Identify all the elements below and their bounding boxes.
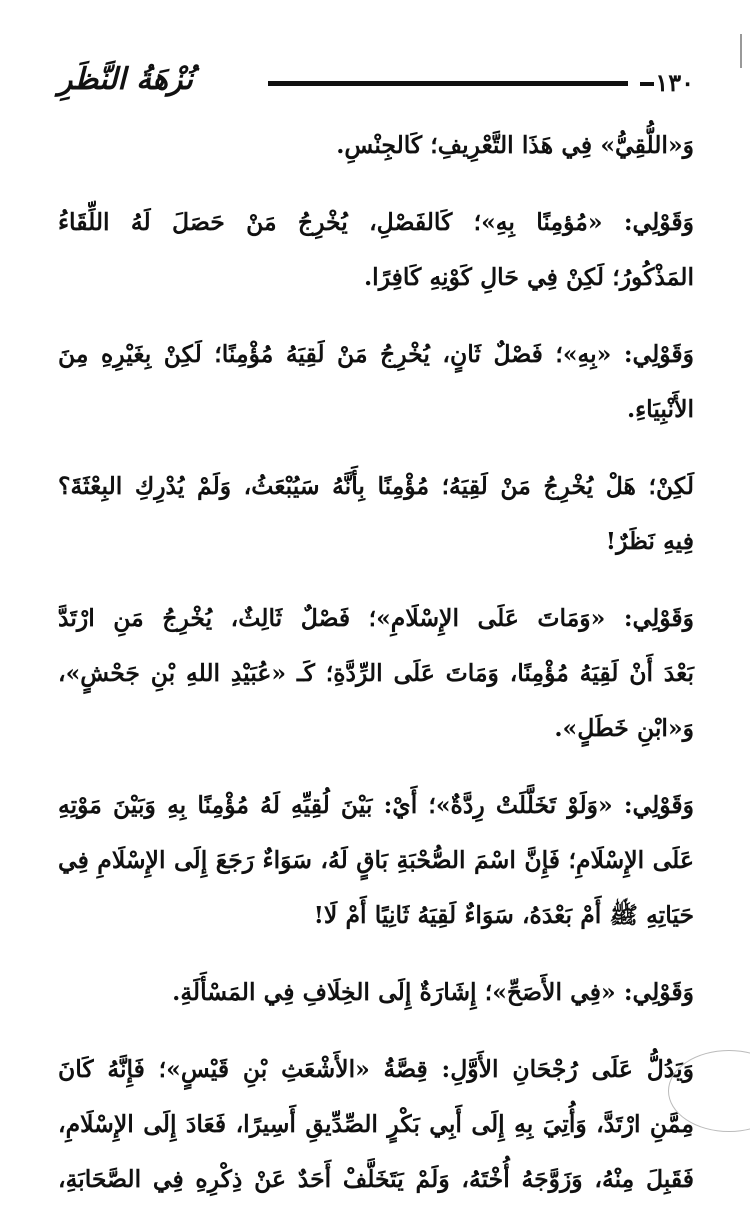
paragraph	[58, 1042, 694, 1207]
text-line: وَيَدُلُّ عَلَى رُجْحَانِ الأَوَّلِ: قِصَّةُ «الأَشْعَثِ بْنِ قَيْسٍ»؛ فَإِنَّهُ كَانَ	[58, 1055, 694, 1083]
text-line: حَيَاتِهِ ﷺ أَمْ بَعْدَهُ، سَوَاءٌ لَقِيَهُ ثَانِيًا أَمْ لَا!	[313, 901, 694, 929]
text-line: لَكِنْ؛ هَلْ يُخْرِجُ مَنْ لَقِيَهُ؛ مُؤْمِنًا بِأَنَّهُ سَيُبْعَثُ، وَلَمْ يُدْرِكِ البِعْثَةَ؟	[58, 472, 694, 500]
text-line: وَ«اللُّقِيُّ» فِي هَذَا التَّعْرِيفِ؛ كَالجِنْسِ.	[336, 131, 694, 159]
text-line: وَ«ابْنِ خَطَلٍ».	[554, 714, 694, 742]
text-line: وَقَوْلِي: «وَمَاتَ عَلَى الإِسْلَامِ»؛ فَصْلٌ ثَالِثٌ، يُخْرِجُ مَنِ ارْتَدَّ	[58, 604, 694, 632]
paragraph	[58, 591, 694, 756]
text-line: المَذْكُورُ؛ لَكِنْ فِي حَالِ كَوْنِهِ كَافِرًا.	[364, 263, 694, 291]
page-number-dash	[640, 82, 654, 86]
paragraph	[58, 965, 694, 1020]
page-header	[58, 58, 694, 110]
text-line: الأَنْبِيَاءِ.	[626, 395, 694, 423]
text-line: وَقَوْلِي: «وَلَوْ تَخَلَّلَتْ رِدَّةٌ»؛ أَيْ: بَيْنَ لُقِيِّهِ لَهُ مُؤْمِنًا بِهِ وَبَيْنَ مَوْتِهِ	[58, 791, 694, 819]
paragraph	[58, 118, 694, 173]
text-line: وَقَوْلِي: «بِهِ»؛ فَصْلٌ ثَانٍ، يُخْرِجُ مَنْ لَقِيَهُ مُؤْمِنًا؛ لَكِنْ بِغَيْرِهِ مِنَ	[58, 340, 694, 368]
text-line: بَعْدَ أَنْ لَقِيَهُ مُؤْمِنًا، وَمَاتَ عَلَى الرِّدَّةِ؛ كَـ «عُبَيْدِ اللهِ بْنِ جَحْشٍ»،	[58, 659, 694, 687]
paragraph	[58, 195, 694, 305]
paragraph	[58, 459, 694, 569]
text-line: فِيهِ نَظَرٌ!	[605, 527, 694, 555]
running-book-title: نُزْهَةُ النَّظَرِ	[58, 62, 193, 97]
main-text	[58, 118, 694, 1207]
paragraph	[58, 778, 694, 943]
text-line: عَلَى الإِسْلَامِ؛ فَإِنَّ اسْمَ الصُّحْبَةِ بَاقٍ لَهُ، سَوَاءٌ رَجَعَ إِلَى الإِسْلَامِ فِي	[58, 846, 694, 874]
text-line: وَقَوْلِي: «مُؤمِنًا بِهِ»؛ كَالفَصْلِ، يُخْرِجُ مَنْ حَصَلَ لَهُ اللِّقَاءُ	[58, 208, 694, 236]
page-edge-mark	[737, 34, 742, 68]
text-line: وَقَوْلِي: «فِي الأَصَحِّ»؛ إِشَارَةٌ إِلَى الخِلَافِ فِي المَسْأَلَةِ.	[172, 978, 694, 1006]
text-line: مِمَّنِ ارْتَدَّ، وَأُتِيَ بِهِ إِلَى أَبِي بَكْرٍ الصِّدِّيقِ أَسِيرًا، فَعَادَ إِلَى الإِسْلَامِ،	[58, 1110, 694, 1138]
page-number: ١٣٠	[655, 68, 694, 97]
header-rule	[268, 81, 628, 86]
paragraph	[58, 327, 694, 437]
text-line: فَقَبِلَ مِنْهُ، وَزَوَّجَهُ أُخْتَهُ، وَلَمْ يَتَخَلَّفْ أَحَدٌ عَنْ ذِكْرِهِ فِي الصَّحَابَةِ،	[58, 1165, 694, 1193]
